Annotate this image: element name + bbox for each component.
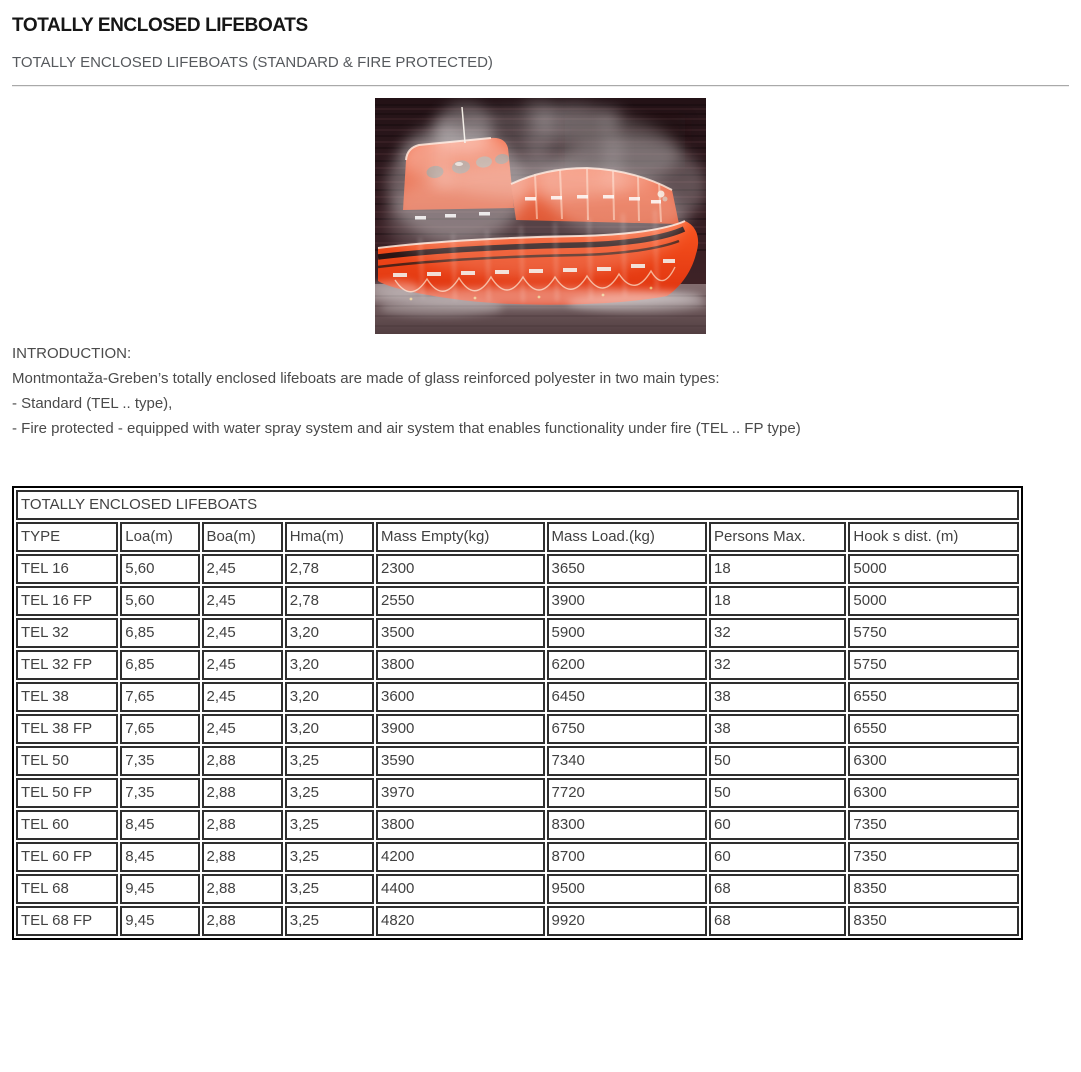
introduction-line: Montmontaža-Greben’s totally enclosed lifeboats are made of glass reinforced polyester in two main types: [12, 370, 720, 387]
table-cell: TEL 60 [16, 810, 118, 840]
table-cell: 3590 [376, 746, 545, 776]
table-cell: 3900 [376, 714, 545, 744]
table-cell: 5,60 [120, 554, 199, 584]
table-cell: 3,25 [285, 874, 374, 904]
table-cell: TEL 50 FP [16, 778, 118, 808]
table-cell: 8,45 [120, 810, 199, 840]
table-cell: 60 [709, 842, 846, 872]
table-cell: 2,45 [202, 682, 283, 712]
photo-container [12, 98, 1069, 334]
table-cell: 2,45 [202, 586, 283, 616]
table-cell: 6,85 [120, 618, 199, 648]
table-cell: 38 [709, 714, 846, 744]
table-cell: 9500 [547, 874, 707, 904]
table-cell: 18 [709, 554, 846, 584]
table-cell: 3,25 [285, 906, 374, 936]
introduction-line: - Standard (TEL .. type), [12, 395, 173, 412]
table-cell: 2,78 [285, 586, 374, 616]
table-cell: 3,25 [285, 842, 374, 872]
table-cell: 2,45 [202, 554, 283, 584]
page-content [0, 14, 1081, 940]
table-cell: 5750 [848, 618, 1019, 648]
table-cell: 3,20 [285, 682, 374, 712]
table-cell: TEL 16 [16, 554, 118, 584]
table-cell: 2,88 [202, 746, 283, 776]
table-cell: 8350 [848, 906, 1019, 936]
table-cell: 3,20 [285, 618, 374, 648]
table-row [16, 906, 1019, 936]
table-row [16, 618, 1019, 648]
table-cell: 4400 [376, 874, 545, 904]
table-cell: 3,25 [285, 778, 374, 808]
column-header-mass-empty: Mass Empty(kg) [376, 522, 545, 552]
page-title: TOTALLY ENCLOSED LIFEBOATS [12, 15, 308, 36]
table-cell: 2,88 [202, 906, 283, 936]
table-cell: 2550 [376, 586, 545, 616]
column-header-boa: Boa(m) [202, 522, 283, 552]
column-header-persons-max: Persons Max. [709, 522, 846, 552]
table-cell: TEL 32 [16, 618, 118, 648]
table-cell: 6300 [848, 778, 1019, 808]
table-cell: 6,85 [120, 650, 199, 680]
table-cell: 60 [709, 810, 846, 840]
table-row [16, 810, 1019, 840]
table-cell: 9,45 [120, 906, 199, 936]
table-cell: TEL 68 FP [16, 906, 118, 936]
table-header-row [16, 522, 1019, 552]
table-cell: 18 [709, 586, 846, 616]
table-caption-row [16, 490, 1019, 520]
table-cell: 2300 [376, 554, 545, 584]
table-cell: 8300 [547, 810, 707, 840]
table-cell: TEL 16 FP [16, 586, 118, 616]
table-cell: 5900 [547, 618, 707, 648]
introduction-heading: INTRODUCTION: [12, 345, 132, 362]
table-caption: TOTALLY ENCLOSED LIFEBOATS [16, 490, 1019, 520]
table-cell: 7,35 [120, 746, 199, 776]
table-row [16, 682, 1019, 712]
table-cell: 2,45 [202, 618, 283, 648]
table-cell: 4820 [376, 906, 545, 936]
table-cell: 9,45 [120, 874, 199, 904]
table-cell: TEL 50 [16, 746, 118, 776]
table-cell: 2,45 [202, 714, 283, 744]
table-cell: 7350 [848, 842, 1019, 872]
table-cell: 6450 [547, 682, 707, 712]
column-header-loa: Loa(m) [120, 522, 199, 552]
table-cell: 50 [709, 778, 846, 808]
table-cell: 7350 [848, 810, 1019, 840]
table-cell: 5750 [848, 650, 1019, 680]
introduction-block [12, 341, 1069, 441]
table-row [16, 586, 1019, 616]
table-cell: TEL 68 [16, 874, 118, 904]
divider [12, 85, 1069, 87]
table-cell: 3,20 [285, 650, 374, 680]
table-row [16, 874, 1019, 904]
table-cell: 7,65 [120, 714, 199, 744]
table-cell: 6200 [547, 650, 707, 680]
column-header-mass-load: Mass Load.(kg) [547, 522, 707, 552]
table-cell: 3,25 [285, 810, 374, 840]
column-header-type: TYPE [16, 522, 118, 552]
table-cell: 9920 [547, 906, 707, 936]
table-cell: 5,60 [120, 586, 199, 616]
table-cell: 38 [709, 682, 846, 712]
table-cell: TEL 32 FP [16, 650, 118, 680]
table-cell: 3800 [376, 650, 545, 680]
table-row [16, 746, 1019, 776]
table-cell: 3,20 [285, 714, 374, 744]
table-cell: 5000 [848, 554, 1019, 584]
table-cell: 8350 [848, 874, 1019, 904]
column-header-hook-dist: Hook s dist. (m) [848, 522, 1019, 552]
table-cell: 50 [709, 746, 846, 776]
table-cell: 7340 [547, 746, 707, 776]
table-cell: 7,35 [120, 778, 199, 808]
table-cell: 6550 [848, 714, 1019, 744]
column-header-hma: Hma(m) [285, 522, 374, 552]
table-cell: 8700 [547, 842, 707, 872]
table-cell: 4200 [376, 842, 545, 872]
table-cell: 68 [709, 874, 846, 904]
table-cell: 3970 [376, 778, 545, 808]
table-cell: 2,88 [202, 874, 283, 904]
table-cell: TEL 38 [16, 682, 118, 712]
table-cell: 3900 [547, 586, 707, 616]
lifeboat-photo [375, 98, 706, 334]
table-row [16, 842, 1019, 872]
page-subtitle: TOTALLY ENCLOSED LIFEBOATS (STANDARD & FIRE PROTECTED) [12, 54, 493, 71]
introduction-line: - Fire protected - equipped with water spray system and air system that enables functionality under fire (TEL .. FP type) [12, 420, 801, 437]
table-row [16, 778, 1019, 808]
table-cell: 6550 [848, 682, 1019, 712]
table-cell: 2,45 [202, 650, 283, 680]
table-row [16, 650, 1019, 680]
table-cell: 68 [709, 906, 846, 936]
table-cell: 5000 [848, 586, 1019, 616]
table-cell: 6300 [848, 746, 1019, 776]
table-cell: TEL 38 FP [16, 714, 118, 744]
table-cell: 7720 [547, 778, 707, 808]
table-cell: 2,88 [202, 842, 283, 872]
table-cell: TEL 60 FP [16, 842, 118, 872]
table-cell: 8,45 [120, 842, 199, 872]
table-cell: 3600 [376, 682, 545, 712]
table-row [16, 714, 1019, 744]
table-cell: 2,88 [202, 810, 283, 840]
table-cell: 32 [709, 618, 846, 648]
table-cell: 3800 [376, 810, 545, 840]
table-cell: 32 [709, 650, 846, 680]
spec-table-body [16, 490, 1019, 936]
table-cell: 2,78 [285, 554, 374, 584]
table-cell: 3,25 [285, 746, 374, 776]
table-row [16, 554, 1019, 584]
table-cell: 3500 [376, 618, 545, 648]
table-cell: 7,65 [120, 682, 199, 712]
table-cell: 3650 [547, 554, 707, 584]
table-cell: 2,88 [202, 778, 283, 808]
table-cell: 6750 [547, 714, 707, 744]
lifeboat-spec-table [12, 486, 1023, 940]
